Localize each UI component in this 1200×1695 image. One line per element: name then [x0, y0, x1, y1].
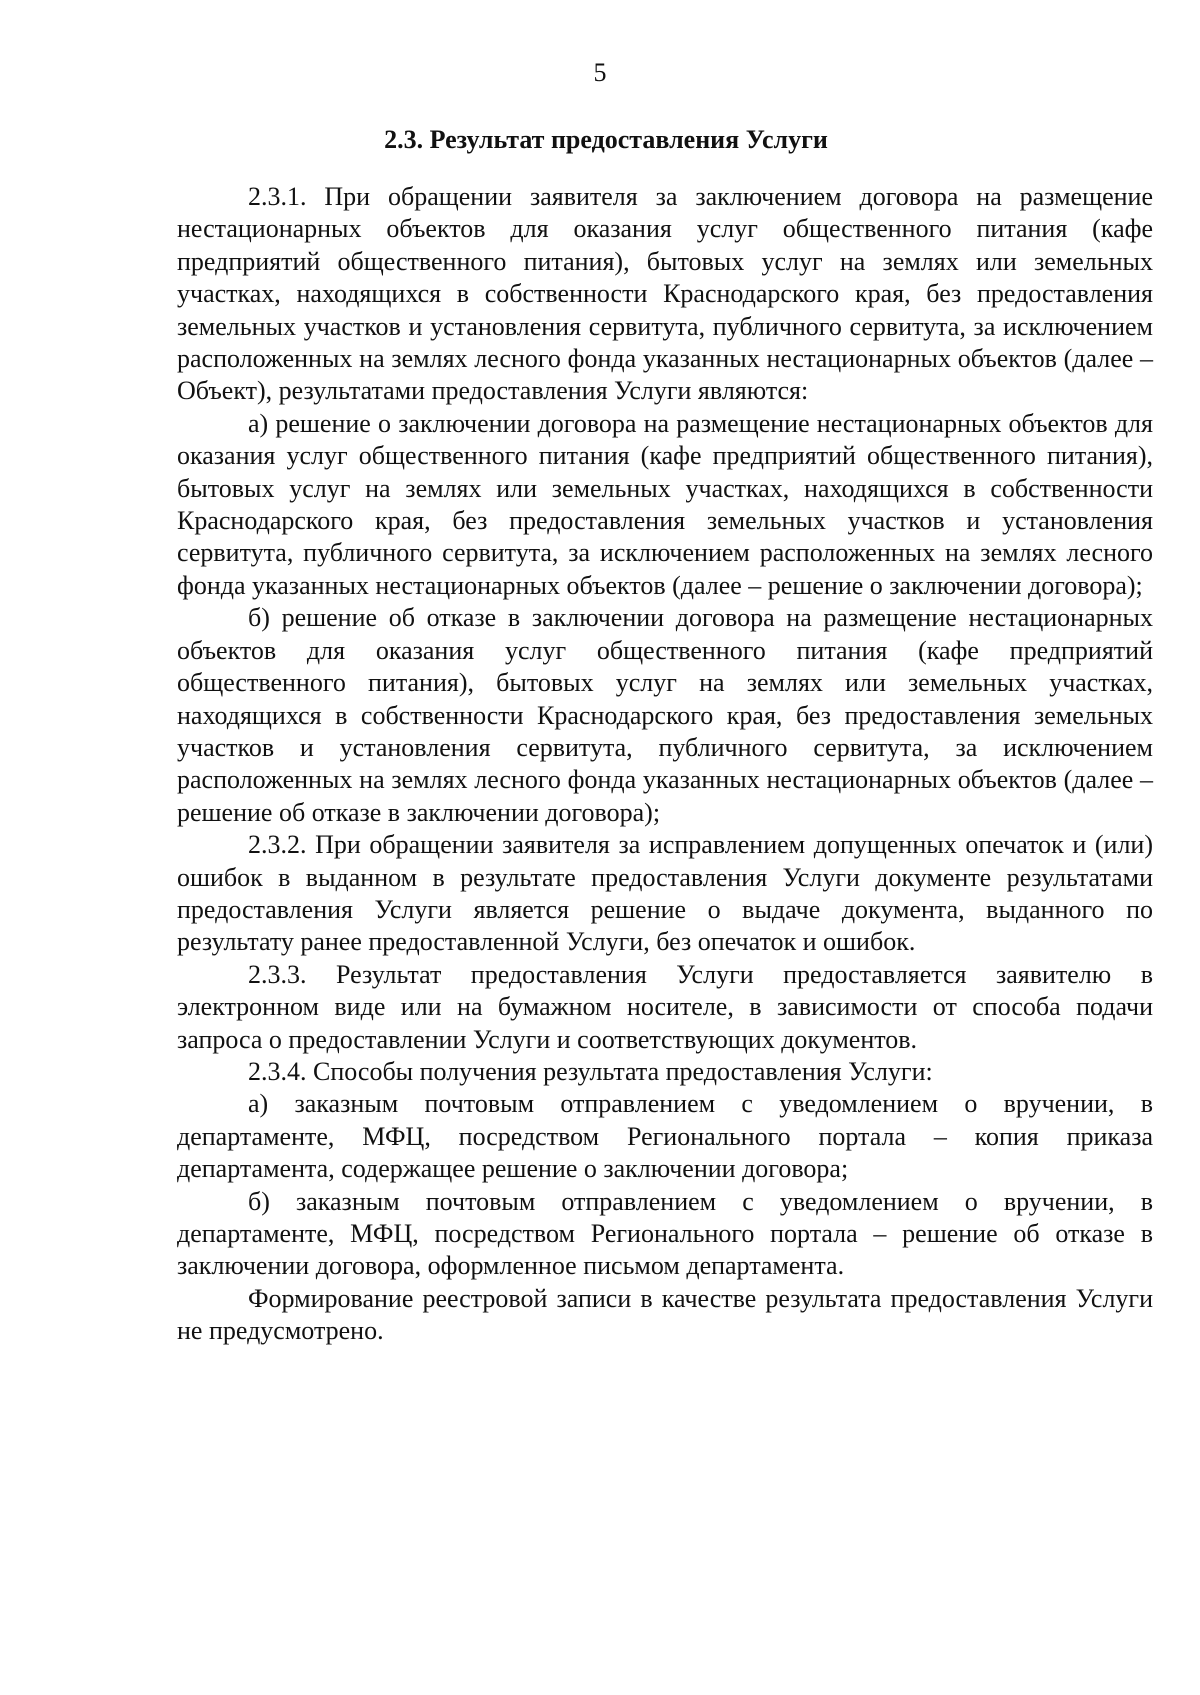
- paragraph-2-3-1-a: а) решение о заключении договора на размещение нестационарных объектов для оказания услуг общественного питания (кафе предприятий общественного питания), бытовых услуг на землях или земельных участках, находящихся в собственности Краснодарского края, без предоставления земельных участков и установления сервитута, публичного сервитута, за исключением расположенных на землях лесного фонда указанных нестационарных объектов (далее – решение о заключении договора);: [177, 408, 1153, 600]
- paragraph-2-3-1-b: б) решение об отказе в заключении договора на размещение нестационарных объектов для оказания услуг общественного питания (кафе предприятий общественного питания), бытовых услуг на землях или земельных участках, находящихся в собственности Краснодарского края, без предоставления земельных участков и установления сервитута, публичного сервитута, за исключением расположенных на землях лесного фонда указанных нестационарных объектов (далее – решение об отказе в заключении договора);: [177, 603, 1153, 827]
- paragraph-2-3-4: 2.3.4. Способы получения результата предоставления Услуги:: [248, 1056, 933, 1086]
- paragraph-registry-note: Формирование реестровой записи в качестве результата предоставления Услуги не предусмотрено.: [177, 1283, 1153, 1346]
- paragraph-2-3-2: 2.3.2. При обращении заявителя за исправлением допущенных опечаток и (или) ошибок в выданном в результате предоставления Услуги документе результатами предоставления Услуги является решение о выдаче документа, выданного по результату ранее предоставленной Услуги, без опечаток и ошибок.: [177, 830, 1153, 957]
- section-title: 2.3. Результат предоставления Услуги: [384, 125, 828, 154]
- paragraph-2-3-1: 2.3.1. При обращении заявителя за заключением договора на размещение нестационарных объектов для оказания услуг общественного питания (кафе предприятий общественного питания), бытовых услуг на землях или земельных участках, находящихся в собственности Краснодарского края, без предоставления земельных участков и установления сервитута, публичного сервитута, за исключением расположенных на землях лесного фонда указанных нестационарных объектов (далее – Объект), результатами предоставления Услуги являются:: [177, 182, 1153, 406]
- page-number: 5: [593, 58, 607, 87]
- paragraph-2-3-4-a: а) заказным почтовым отправлением с уведомлением о вручении, в департаменте, МФЦ, посредством Регионального портала – копия приказа департамента, содержащее решение о заключении договора;: [177, 1089, 1153, 1184]
- document-body: [177, 181, 1153, 1348]
- paragraph-2-3-3: 2.3.3. Результат предоставления Услуги предоставляется заявителю в электронном виде или на бумажном носителе, в зависимости от способа подачи запроса о предоставлении Услуги и соответствующих документов.: [177, 959, 1153, 1054]
- paragraph-2-3-4-b: б) заказным почтовым отправлением с уведомлением о вручении, в департаменте, МФЦ, посредством Регионального портала – решение об отказе в заключении договора, оформленное письмом департамента.: [177, 1186, 1153, 1281]
